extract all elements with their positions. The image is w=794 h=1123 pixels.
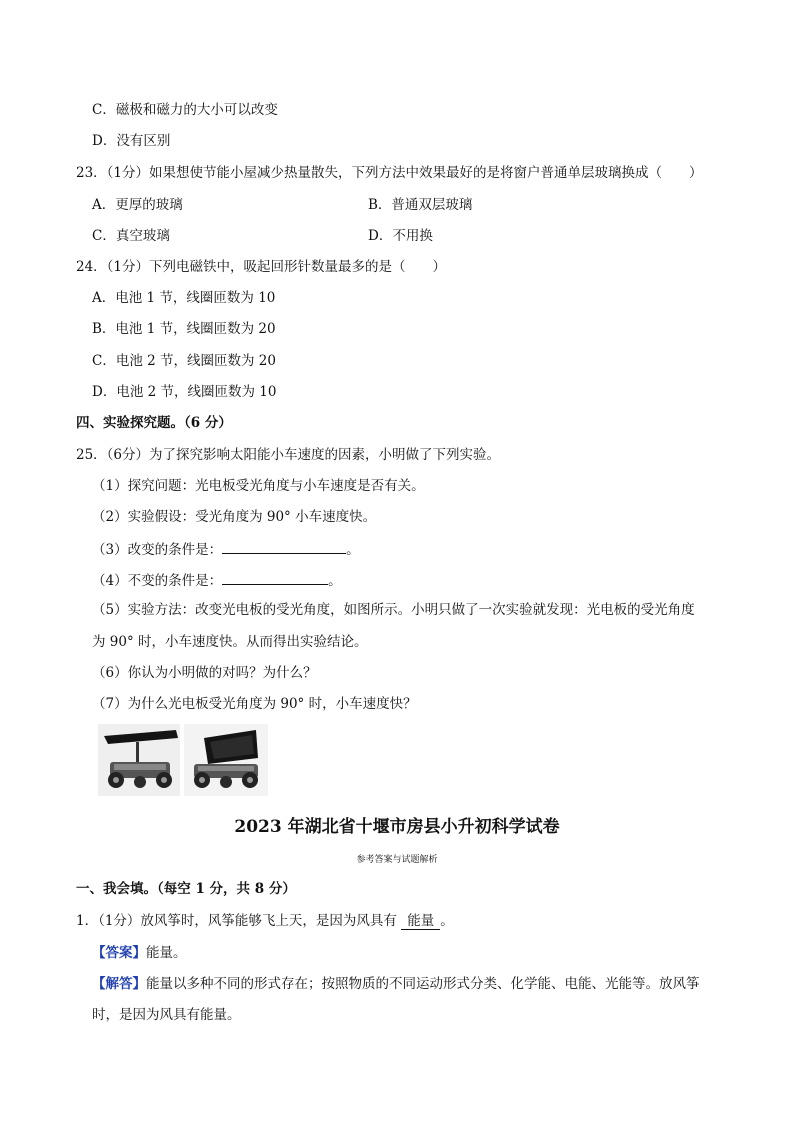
answer-text: 能量。 (146, 945, 187, 961)
q23-option-d: D．不用换 (368, 228, 433, 244)
q24-option-b: B．电池 1 节，线圈匝数为 20 (92, 321, 276, 337)
answers-subtitle: 参考答案与试题解析 (356, 855, 438, 865)
q25-sub-5-line-1: （5）实验方法：改变光电板的受光角度，如图所示。小明只做了一次实验就发现：光电板的受光角度 (92, 602, 695, 618)
q25-sub-7: （7）为什么光电板受光角度为 90° 时，小车速度快？ (92, 696, 417, 712)
answer-q1-filled-blank: 能量 (401, 913, 440, 930)
answers-title: 2023 年湖北省十堰市房县小升初科学试卷 (234, 817, 560, 837)
q25-sub-4-end: 。 (328, 573, 342, 589)
q24-stem: 24．（1分）下列电磁铁中，吸起回形针数量最多的是（ ） (76, 259, 447, 275)
q25-sub-4 (92, 570, 342, 590)
q23-option-c: C．真空玻璃 (92, 228, 170, 244)
q25-sub-3-label: （3）改变的条件是： (92, 542, 223, 558)
q25-sub-3 (92, 539, 360, 559)
answer-tag: 【答案】 (92, 945, 146, 961)
q24-option-d: D．电池 2 节，线圈匝数为 10 (92, 384, 277, 400)
q23-option-a: A．更厚的玻璃 (92, 197, 183, 213)
analysis-tag: 【解答】 (92, 976, 146, 992)
changed-condition-blank[interactable] (222, 539, 346, 554)
q25-sub-1: （1）探究问题：光电板受光角度与小车速度是否有关。 (92, 478, 425, 494)
analysis-text-1: 能量以多种不同的形式存在；按照物质的不同运动形式分类、化学能、电能、光能等。放风筝 (146, 976, 700, 992)
solar-car-photo-flat-panel (98, 724, 180, 796)
q25-sub-4-label: （4）不变的条件是： (92, 573, 223, 589)
q25-sub-6: （6）你认为小明做的对吗？为什么？ (92, 665, 317, 681)
q23-option-b: B．普通双层玻璃 (368, 197, 473, 213)
q25-stem: 25．（6分）为了探究影响太阳能小车速度的因素，小明做了下列实验。 (76, 447, 501, 463)
answer-q1-analysis-line-2: 时，是因为风具有能量。 (92, 1007, 241, 1023)
q25-sub-5-line-2: 为 90° 时，小车速度快。从而得出实验结论。 (92, 634, 368, 650)
q24-option-c: C．电池 2 节，线圈匝数为 20 (92, 353, 276, 369)
answer-q1-stem-post: 。 (440, 913, 454, 929)
q23-stem: 23．（1分）如果想使节能小屋减少热量散失，下列方法中效果最好的是将窗户普通单层玻璃换成（ ） (76, 165, 703, 181)
answers-section-1-heading: 一、我会填。（每空 1 分，共 8 分） (76, 881, 296, 897)
answer-q1-answer (92, 944, 187, 962)
solar-car-photo-tilted-panel (184, 724, 268, 796)
answer-q1-analysis-line-1 (92, 975, 700, 993)
q22-option-c: C．磁极和磁力的大小可以改变 (92, 102, 278, 118)
q25-sub-3-end: 。 (346, 542, 360, 558)
q22-option-d: D．没有区别 (92, 133, 171, 149)
section-4-heading: 四、实验探究题。（6 分） (76, 415, 232, 431)
answer-q1-stem (76, 912, 454, 930)
solar-car-flat-panel-illustration (98, 724, 180, 796)
q25-sub-2: （2）实验假设：受光角度为 90° 小车速度快。 (92, 509, 377, 525)
unchanged-condition-blank[interactable] (222, 570, 328, 585)
solar-car-tilted-panel-illustration (184, 724, 268, 796)
q24-option-a: A．电池 1 节，线圈匝数为 10 (92, 290, 276, 306)
answer-q1-stem-pre: 1．（1分）放风筝时，风筝能够飞上天，是因为风具有 (76, 913, 397, 929)
